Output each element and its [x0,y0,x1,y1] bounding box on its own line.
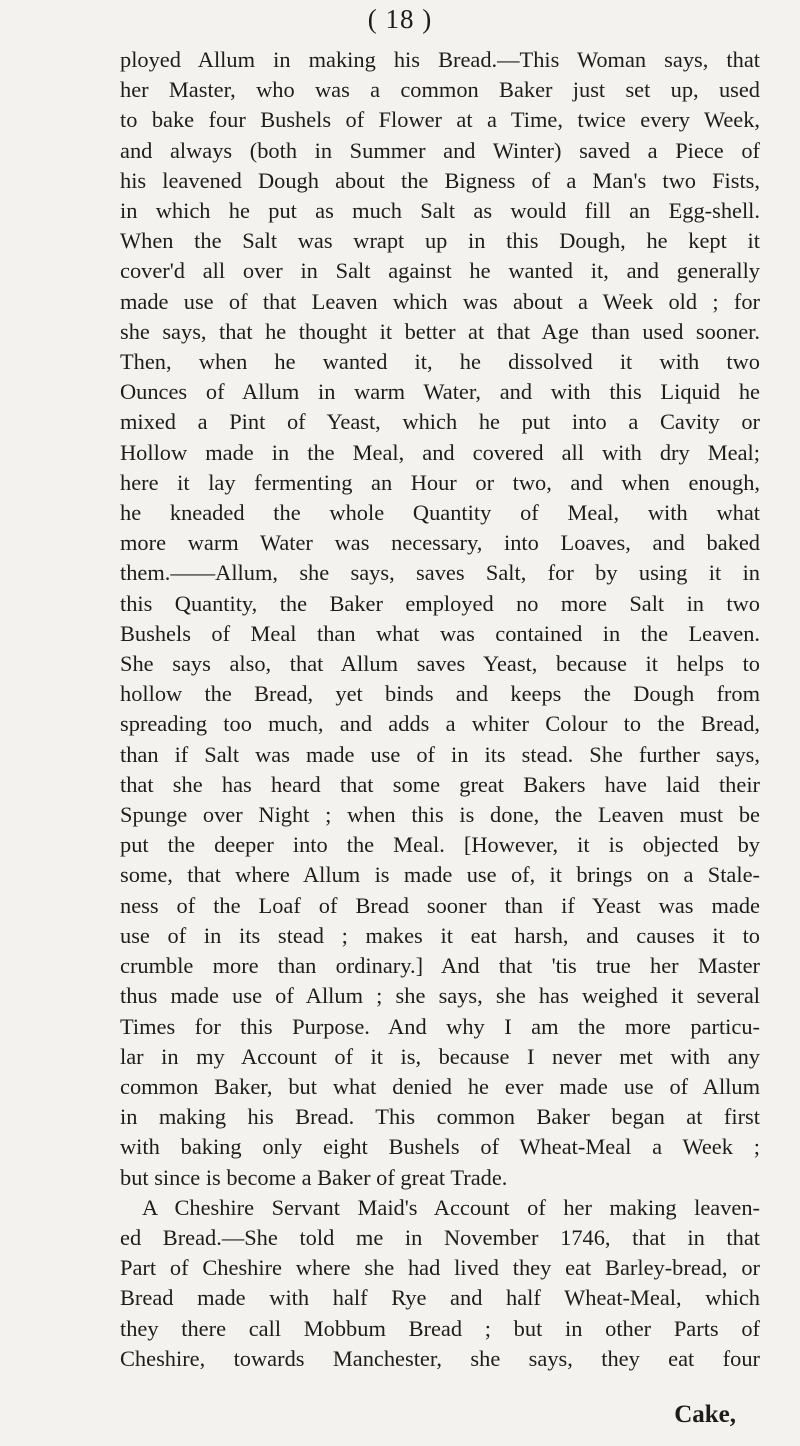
text-line: thus made use of Allum ; she says, she has weighed it several [120,983,760,1009]
text-line: that she has heard that some great Bakers have laid their [120,771,760,797]
text-line: Part of Cheshire where she had lived they eat Barley-bread, or [120,1255,760,1281]
text-line: them.——Allum, she says, saves Salt, for by using it in [120,560,760,586]
text-line: they there call Mobbum Bread ; but in other Parts of [120,1315,760,1341]
text-line: his leavened Dough about the Bigness of a Man's two Fists, [120,167,760,193]
text-line: with baking only eight Bushels of Wheat-Meal a Week ; [120,1134,760,1160]
text-line: Ounces of Allum in warm Water, and with this Liquid he [120,379,760,405]
body-text [120,45,760,1374]
text-line: use of in its stead ; makes it eat harsh, and causes it to [120,922,760,948]
text-line: ness of the Loaf of Bread sooner than if Yeast was made [120,892,760,918]
text-line: in making his Bread. This common Baker began at first [120,1104,760,1130]
text-line: When the Salt was wrapt up in this Dough, he kept it [120,228,760,254]
text-line: Bread made with half Rye and half Wheat-Meal, which [120,1285,760,1311]
text-line: A Cheshire Servant Maid's Account of her making leaven- [142,1194,760,1220]
text-line: She says also, that Allum saves Yeast, because it helps to [120,651,760,677]
text-line: hollow the Bread, yet binds and keeps the Dough from [120,681,760,707]
text-line: and always (both in Summer and Winter) saved a Piece of [120,137,760,163]
text-line: cover'd all over in Salt against he wanted it, and generally [120,258,760,284]
text-line: crumble more than ordinary.] And that 'tis true her Master [120,953,760,979]
text-line: ed Bread.—She told me in November 1746, that in that [120,1224,760,1250]
text-line: Spunge over Night ; when this is done, the Leaven must be [120,802,760,828]
text-line: more warm Water was necessary, into Loaves, and baked [120,530,760,556]
text-line: ployed Allum in making his Bread.—This Woman says, that [120,47,760,72]
text-line: here it lay fermenting an Hour or two, and when enough, [120,469,760,495]
text-line: spreading too much, and adds a whiter Colour to the Bread, [120,711,760,737]
text-line: made use of that Leaven which was about a Week old ; for [120,288,760,314]
page-number: ( 18 ) [367,4,433,34]
text-line: this Quantity, the Baker employed no more Salt in two [120,590,760,616]
text-line: lar in my Account of it is, because I never met with any [120,1043,760,1069]
text-line: she says, that he thought it better at that Age than used sooner. [120,318,760,344]
text-line: her Master, who was a common Baker just set up, used [120,77,760,103]
text-line: Hollow made in the Meal, and covered all with dry Meal; [120,439,760,465]
text-line: but since is become a Baker of great Trade. [120,1164,508,1190]
text-line: he kneaded the whole Quantity of Meal, with what [120,500,760,526]
text-line: to bake four Bushels of Flower at a Time, twice every Week, [120,107,760,133]
text-line: in which he put as much Salt as would fill an Egg-shell. [120,198,760,224]
text-line: than if Salt was made use of in its stead. She further says, [120,741,760,767]
catchword: Cake, [674,1401,736,1428]
text-line: common Baker, but what denied he ever made use of Allum [120,1073,760,1099]
text-line: Then, when he wanted it, he dissolved it with two [120,349,760,375]
text-line: some, that where Allum is made use of, it brings on a Stale- [120,862,760,888]
text-line: Times for this Purpose. And why I am the more particu- [120,1013,760,1039]
text-line: Cheshire, towards Manchester, she says, they eat four [120,1345,760,1371]
text-line: Bushels of Meal than what was contained in the Leaven. [120,620,760,646]
text-line: mixed a Pint of Yeast, which he put into a Cavity or [120,409,760,435]
text-line: put the deeper into the Meal. [However, it is objected by [120,832,760,858]
